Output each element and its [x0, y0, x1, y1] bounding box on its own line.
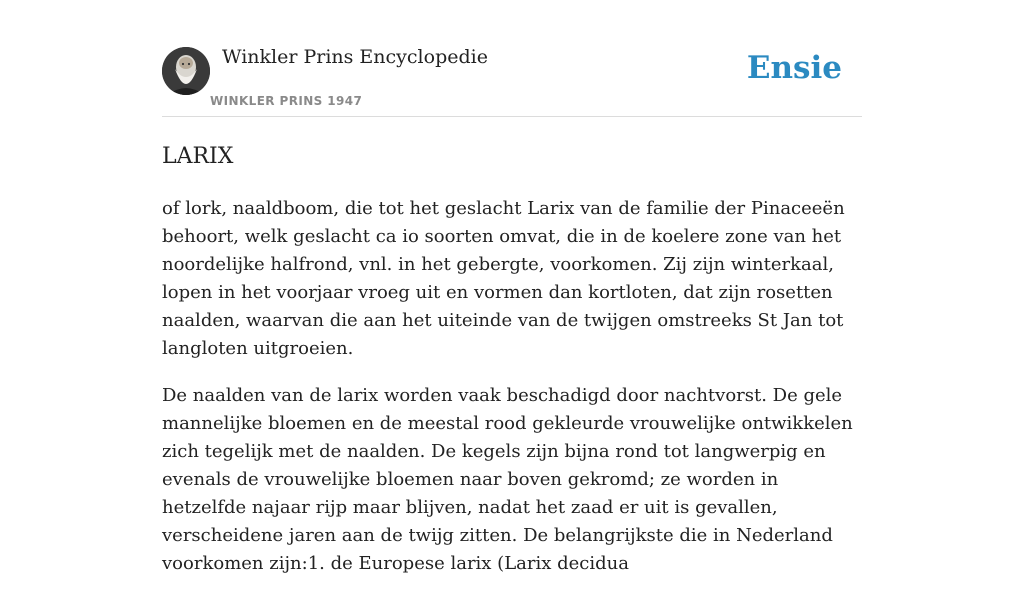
- article-page: [162, 0, 862, 597]
- source-subtitle: WINKLER PRINS 1947: [210, 94, 363, 108]
- ensie-logo[interactable]: Ensie: [746, 50, 842, 86]
- source-avatar[interactable]: [162, 47, 210, 95]
- source-header: [162, 0, 862, 117]
- article-paragraph: De naalden van de larix worden vaak beschadigd door nachtvorst. De gele mannelijke bloemen en de meestal rood gekleurde vrouwelijke ontwikkelen zich tegelijk met de naalden. De kegels zijn bijna rond tot langwerpig en evenals de vrouwelijke bloemen naar boven gekromd; ze worden in hetzelfde najaar rijp maar blijven, nadat het zaad er uit is gevallen, verscheidene jaren aan de twijg zitten. De belangrijkste die in Nederland voorkomen zijn:1. de Europese larix (Larix decidua: [162, 385, 853, 574]
- source-title-link[interactable]: Winkler Prins Encyclopedie: [222, 46, 488, 68]
- article-body: [162, 195, 862, 578]
- bearded-man-portrait-icon: [162, 47, 210, 95]
- article-title: LARIX: [162, 144, 234, 169]
- article-paragraph: of lork, naaldboom, die tot het geslacht Larix van de familie der Pinaceeën behoort, welk geslacht ca io soorten omvat, die in de koelere zone van het noordelijke halfrond, vnl. in het gebergte, voorkomen. Zij zijn winterkaal, lopen in het voorjaar vroeg uit en vormen dan kortloten, dat zijn rosetten naalden, waarvan die aan het uiteinde van de twijgen omstreeks St Jan tot langloten uitgroeien.: [162, 198, 845, 359]
